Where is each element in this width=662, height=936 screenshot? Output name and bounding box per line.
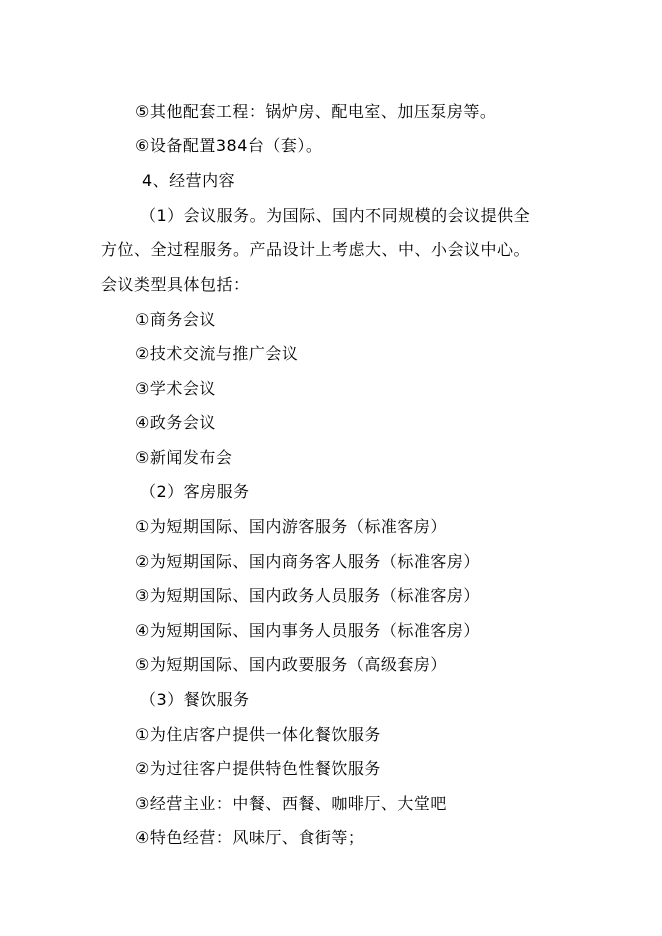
text-line-other-facilities: ⑤其他配套工程：锅炉房、配电室、加压泵房等。 [135, 102, 497, 121]
list-item-tourist-rooms: ①为短期国际、国内游客服务（标准客房） [135, 517, 447, 536]
text-line-equipment: ⑥设备配置384台（套）。 [135, 136, 323, 155]
list-item-business-meeting: ①商务会议 [135, 310, 216, 329]
list-item-featured-business: ④特色经营：风味厅、食街等； [135, 828, 365, 847]
list-item-press-conference: ⑤新闻发布会 [135, 448, 233, 467]
list-item-affairs-staff-rooms: ④为短期国际、国内事务人员服务（标准客房） [135, 621, 480, 640]
list-item-government-meeting: ④政务会议 [135, 413, 216, 432]
list-item-in-house-dining: ①为住店客户提供一体化餐饮服务 [135, 725, 381, 744]
list-item-academic-meeting: ③学术会议 [135, 379, 216, 398]
list-item-main-business: ③经营主业：中餐、西餐、咖啡厅、大堂吧 [135, 794, 447, 813]
list-item-vip-suites: ⑤为短期国际、国内政要服务（高级套房） [135, 655, 447, 674]
subheading-catering-service: （3）餐饮服务 [140, 690, 250, 709]
text-line-conference-types: 会议类型具体包括： [101, 275, 250, 294]
section-heading-business-content: 4、经营内容 [142, 171, 236, 190]
text-line-conference-service-cont: 方位、全过程服务。产品设计上考虑大、中、小会议中心。 [101, 240, 531, 259]
list-item-tech-exchange: ②技术交流与推广会议 [135, 344, 299, 363]
list-item-business-guest-rooms: ②为短期国际、国内商务客人服务（标准客房） [135, 552, 480, 571]
list-item-government-staff-rooms: ③为短期国际、国内政务人员服务（标准客房） [135, 586, 480, 605]
text-line-conference-service: （1）会议服务。为国际、国内不同规模的会议提供全 [140, 206, 531, 225]
subheading-room-service: （2）客房服务 [140, 482, 250, 501]
list-item-specialty-dining: ②为过往客户提供特色性餐饮服务 [135, 759, 381, 778]
